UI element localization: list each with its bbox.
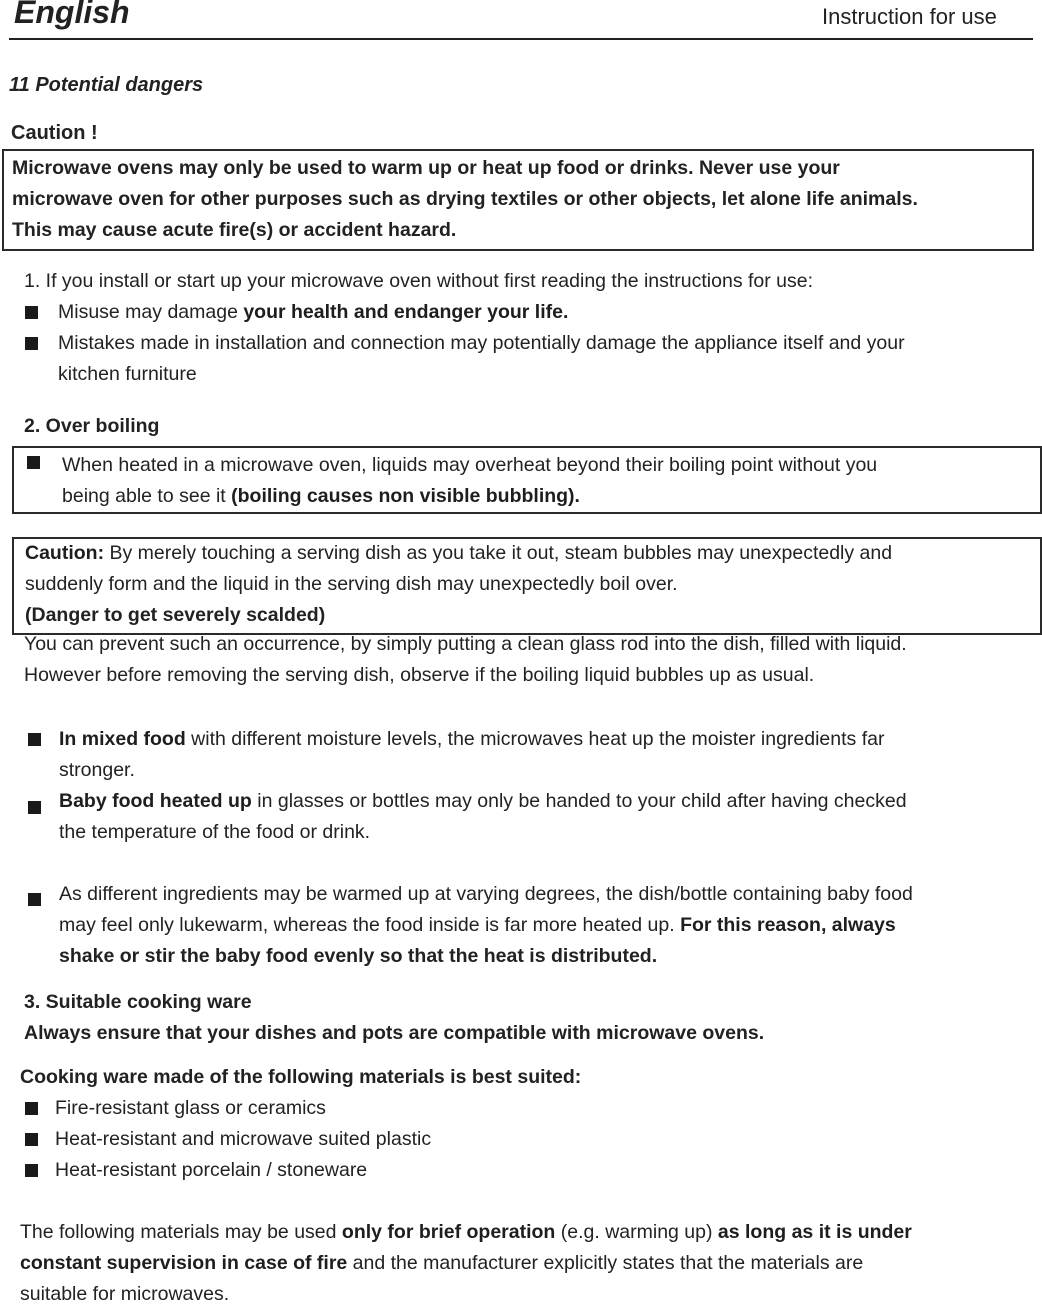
bullet-square-icon xyxy=(25,1164,38,1177)
brief-line-3: suitable for microwaves. xyxy=(20,1283,230,1305)
language-label: English xyxy=(14,0,130,30)
caution-line-2: microwave oven for other purposes such as drying textiles or other objects, let alone life animals. xyxy=(12,188,918,210)
bullet-square-icon xyxy=(25,1133,38,1146)
item3-subheading: Always ensure that your dishes and pots are compatible with microwave ovens. xyxy=(24,1022,765,1044)
caution2-box xyxy=(12,537,1042,635)
materials-heading: Cooking ware made of the following materials is best suited: xyxy=(20,1066,582,1088)
ingredients-line-1: As different ingredients may be warmed up at varying degrees, the dish/bottle containing baby food xyxy=(59,883,913,905)
bullet-square-icon xyxy=(28,801,41,814)
caution2-line-1: Caution: By merely touching a serving dish as you take it out, steam bubbles may unexpectedly and xyxy=(25,542,893,564)
mixed-food-line-1: In mixed food with different moisture levels, the microwaves heat up the moister ingredients far xyxy=(59,728,885,750)
brief-line-2: constant supervision in case of fire and the manufacturer explicitly states that the materials are xyxy=(20,1252,864,1274)
bullet-square-icon xyxy=(25,337,38,350)
caution-box xyxy=(2,149,1034,251)
item1-bullet-2-line-2: kitchen furniture xyxy=(58,363,197,385)
brief-line-1: The following materials may be used only for brief operation (e.g. warming up) as long as it is under xyxy=(20,1221,912,1243)
prevent-line-2: However before removing the serving dish, observe if the boiling liquid bubbles up as usual. xyxy=(24,664,815,686)
caution-label: Caution ! xyxy=(11,122,98,144)
bullet-square-icon xyxy=(28,893,41,906)
section-heading: 11 Potential dangers xyxy=(9,74,204,96)
item3-heading: 3. Suitable cooking ware xyxy=(24,991,252,1013)
baby-food-line-2: the temperature of the food or drink. xyxy=(59,821,371,843)
caution2-line-2: suddenly form and the liquid in the serving dish may unexpectedly boil over. xyxy=(25,573,678,595)
materials-item: Heat-resistant porcelain / stoneware xyxy=(55,1159,368,1181)
bullet-square-icon xyxy=(28,733,41,746)
caution-line-1: Microwave ovens may only be used to warm up or heat up food or drinks. Never use your xyxy=(12,157,840,179)
bullet-square-icon xyxy=(25,1102,38,1115)
ingredients-line-3: shake or stir the baby food evenly so that the heat is distributed. xyxy=(59,945,658,967)
materials-item: Heat-resistant and microwave suited plastic xyxy=(55,1128,432,1150)
mixed-food-line-2: stronger. xyxy=(59,759,135,781)
baby-food-line-1: Baby food heated up in glasses or bottles may only be handed to your child after having checked xyxy=(59,790,907,812)
doc-title: Instruction for use xyxy=(822,4,997,29)
bullet-square-icon xyxy=(25,306,38,319)
header-rule xyxy=(9,38,1033,40)
item2-heading: 2. Over boiling xyxy=(24,415,160,437)
item1-bullet-1: Misuse may damage your health and endanger your life. xyxy=(58,301,569,323)
caution-line-3: This may cause acute fire(s) or accident hazard. xyxy=(12,219,457,241)
ingredients-line-2: may feel only lukewarm, whereas the food inside is far more heated up. For this reason, always xyxy=(59,914,896,936)
item1-bullet-2-line-1: Mistakes made in installation and connection may potentially damage the appliance itself and your xyxy=(58,332,905,354)
item1-intro: 1. If you install or start up your microwave oven without first reading the instructions for use: xyxy=(24,270,814,292)
over-boiling-box xyxy=(12,446,1042,514)
bullet-square-icon xyxy=(27,456,40,469)
over-boiling-line-1: When heated in a microwave oven, liquids may overheat beyond their boiling point without you xyxy=(62,454,878,476)
prevent-line-1: You can prevent such an occurrence, by simply putting a clean glass rod into the dish, filled with liquid. xyxy=(24,633,907,655)
materials-item: Fire-resistant glass or ceramics xyxy=(55,1097,326,1119)
caution2-line-3: (Danger to get severely scalded) xyxy=(25,604,326,626)
over-boiling-line-2: being able to see it (boiling causes non visible bubbling). xyxy=(62,485,580,507)
